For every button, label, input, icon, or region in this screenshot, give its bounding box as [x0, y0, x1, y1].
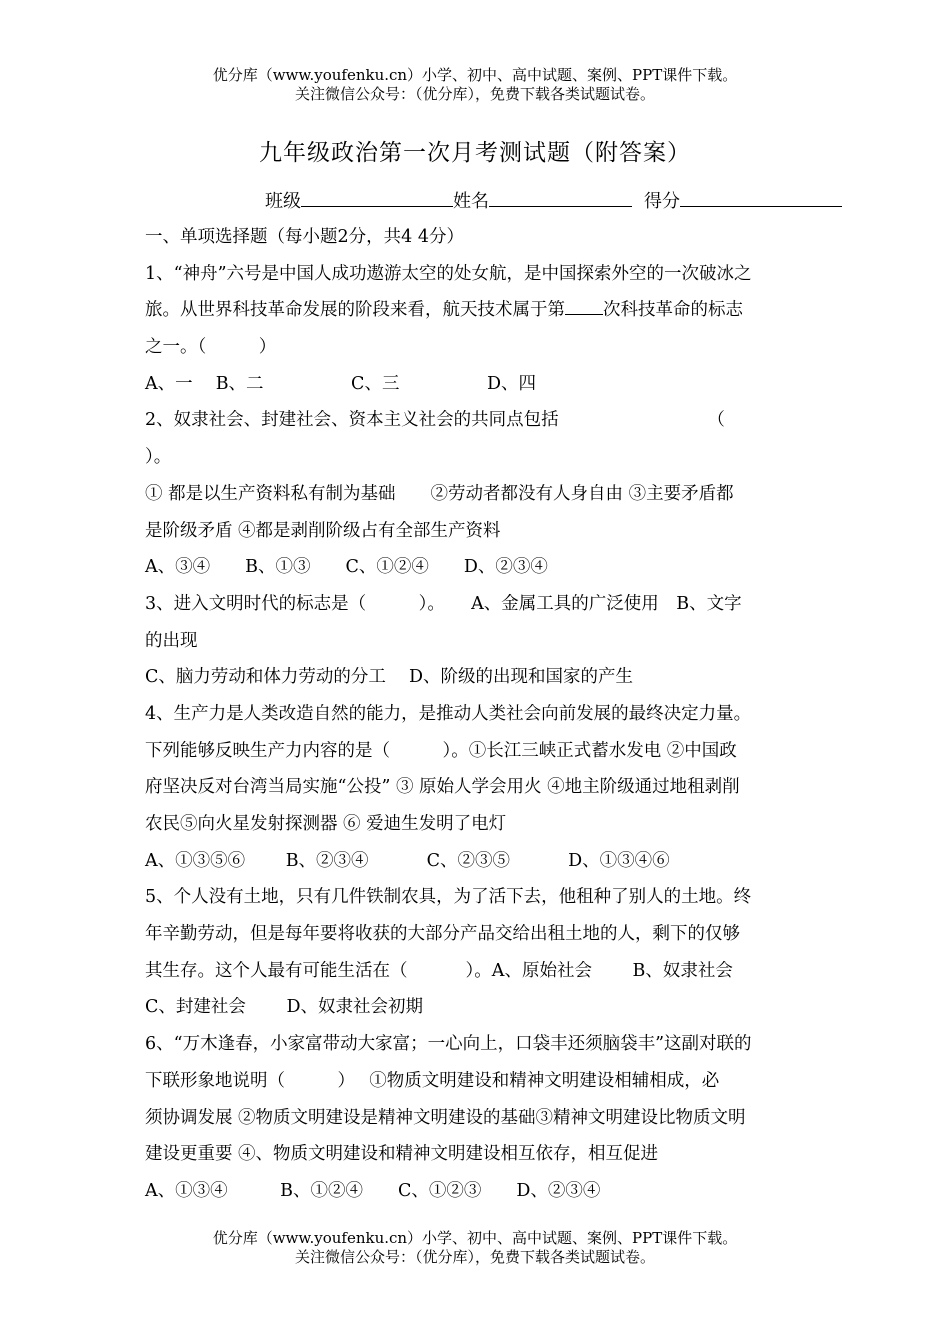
question-line: 1、“神舟”六号是中国人成功遨游太空的处女航，是中国探索外空的一次破冰之	[145, 263, 752, 284]
class-blank	[301, 186, 453, 207]
answer-options: A、一 B、二 C、三 D、四	[145, 373, 536, 394]
page-title: 九年级政治第一次月考测试题（附答案）	[259, 140, 691, 166]
answer-options: C、封建社会 D、奴隶社会初期	[145, 997, 423, 1018]
question-line: 之一。（ ）	[145, 337, 277, 358]
question-line: 2、奴隶社会、封建社会、资本主义社会的共同点包括 （	[145, 410, 725, 431]
section-heading: 一、单项选择题（每小题2分，共4 4分）	[145, 227, 464, 247]
question-6	[145, 1029, 810, 1212]
question-line: ① 都是以生产资料私有制为基础 ②劳动者都没有人身自由 ③主要矛盾都	[145, 483, 734, 504]
question-line: 须协调发展 ②物质文明建设是精神文明建设的基础③精神文明建设比物质文明	[145, 1107, 746, 1128]
exam-content	[145, 222, 810, 1213]
question-line: 其生存。这个人最有可能生活在（ ）。A、原始社会 B、奴隶社会	[145, 960, 733, 981]
question-line: ）。	[145, 447, 172, 468]
student-info-row	[265, 186, 842, 216]
score-label: 得分	[644, 191, 680, 212]
answer-options: A、①③⑤⑥ B、②③④ C、②③⑤ D、①③④⑥	[145, 850, 670, 871]
footer-line-2: 关注微信公众号：（优分库），免费下载各类试题试卷。	[294, 1248, 655, 1266]
question-line: 6、“万木逢春，小家富带动大家富；一心向上，口袋丰还须脑袋丰”这副对联的	[145, 1034, 752, 1055]
name-label: 姓名	[453, 191, 489, 212]
question-4	[145, 699, 810, 882]
score-blank	[680, 186, 842, 207]
question-line: 是阶级矛盾 ④都是剥削阶级占有全部生产资料	[145, 520, 501, 541]
question-line: 3、进入文明时代的标志是（ ）。 A、金属工具的广泛使用 B、文字	[145, 593, 742, 614]
question-line: 年辛勤劳动，但是每年要将收获的大部分产品交给出租土地的人，剩下的仅够	[145, 924, 740, 945]
question-line: 农民⑤向火星发射探测器 ⑥ 爱迪生发明了电灯	[145, 814, 507, 834]
answer-blank	[565, 296, 603, 315]
header-line-1: 优分库（www.youfenku.cn）小学、初中、高中试题、案例、PPT课件下载。	[212, 66, 738, 84]
question-line: 府坚决反对台湾当局实施“公投” ③ 原始人学会用火 ④地主阶级通过地租剥削	[145, 777, 740, 798]
footer-line-1: 优分库（www.youfenku.cn）小学、初中、高中试题、案例、PPT课件下载。	[212, 1229, 738, 1247]
question-line: 5、个人没有土地，只有几件铁制农具，为了活下去，他租种了别人的土地。终	[145, 887, 752, 908]
question-1	[145, 259, 810, 406]
question-5	[145, 882, 810, 1029]
question-line: 4、生产力是人类改造自然的能力，是推动人类社会向前发展的最终决定力量。	[145, 703, 752, 724]
question-3	[145, 589, 810, 699]
question-line: 下列能够反映生产力内容的是（ ）。①长江三峡正式蓄水发电 ②中国政	[145, 740, 737, 761]
question-2	[145, 405, 810, 588]
class-label: 班级	[265, 191, 301, 212]
page-footer	[0, 1229, 950, 1267]
header-line-2: 关注微信公众号：（优分库），免费下载各类试题试卷。	[294, 85, 655, 103]
question-line: 旅。从世界科技革命发展的阶段来看，航天技术属于第 次科技革命的标志	[145, 295, 810, 332]
answer-options: A、①③④ B、①②④ C、①②③ D、②③④	[145, 1180, 601, 1201]
name-blank	[489, 186, 632, 207]
question-line: 建设更重要 ④、物质文明建设和精神文明建设相互依存，相互促进	[145, 1144, 659, 1165]
page-header	[0, 66, 950, 104]
question-line: 的出现	[145, 630, 198, 651]
answer-options: C、脑力劳动和体力劳动的分工 D、阶级的出现和国家的产生	[145, 667, 633, 688]
question-line: 下联形象地说明（ ） ①物质文明建设和精神文明建设相辅相成，必	[145, 1070, 720, 1091]
answer-options: A、③④ B、①③ C、①②④ D、②③④	[145, 557, 548, 578]
